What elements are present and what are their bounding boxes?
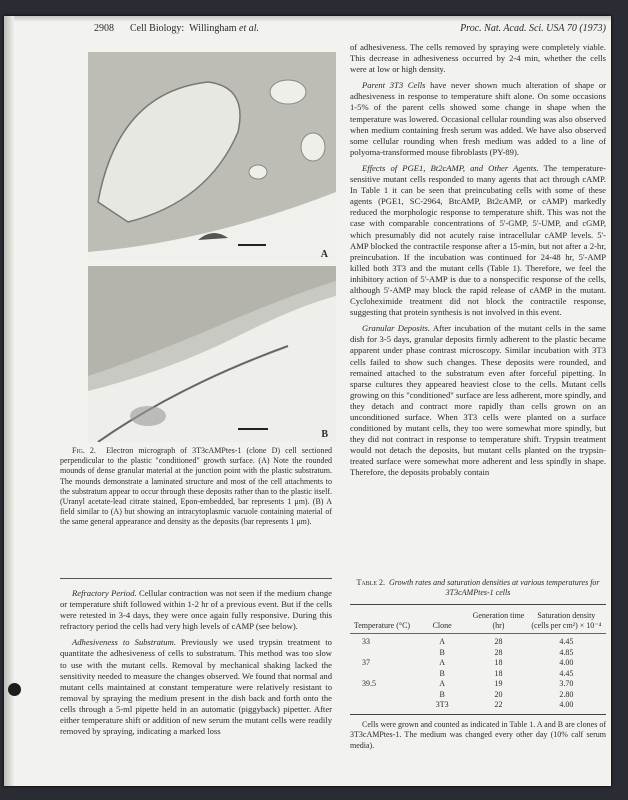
table-cell	[350, 700, 414, 714]
authors: Willingham	[189, 23, 237, 34]
paragraph-heading: Parent 3T3 Cells	[362, 80, 426, 91]
paragraph-heading: Adhesiveness to Substratum.	[72, 637, 176, 648]
paragraph	[350, 163, 606, 318]
table-cell: 3T3	[435, 700, 449, 709]
right-column	[350, 42, 606, 484]
table-cell: 28	[494, 637, 503, 646]
table-cell	[350, 669, 414, 680]
table-title: Growth rates and saturation densities at various temperatures for 3T3cAMPtes-1 cells	[389, 578, 600, 597]
table-row	[350, 690, 606, 701]
caption-divider	[60, 578, 332, 579]
authors-suffix: et al.	[239, 23, 260, 34]
table-cell: 28	[494, 647, 503, 657]
table-row	[350, 658, 606, 669]
panel-b-label: B	[321, 429, 328, 440]
table-cell	[350, 690, 414, 701]
column-header: Saturation density (cells per cm²) × 10⁻⁴	[531, 611, 602, 630]
left-column	[60, 588, 332, 742]
paragraph-heading: Effects of PGE1, Bt2cAMP, and Other Agents.	[362, 162, 539, 173]
micrograph-a-image	[88, 52, 336, 262]
table-cell: 4.85	[559, 647, 574, 657]
column-header: Temperature (°C)	[353, 621, 411, 630]
data-table	[350, 604, 606, 715]
table-cell: 37	[362, 658, 370, 667]
table-cell: 39.5	[362, 679, 376, 688]
table-row	[350, 700, 606, 714]
paragraph	[350, 42, 606, 75]
paragraph	[350, 323, 606, 478]
table-cell: 22	[494, 700, 503, 709]
table-cell: B	[439, 689, 445, 699]
micrograph-b	[88, 266, 336, 442]
paragraph-text: After incubation of the mutant cells in the same dish for 3-5 days, granular deposits firmly adherent to the plastic became apparent under phase contrast microscopy. Similar incubation with 3T3 cells failed to show such changes. These deposits were rounded, and remained attached to the substratum even after forceful pipetting. In sparse cultures they appeared heaviest close to the cells. Mutant cells growing on this "conditioned" surface are less adherent, more spindly, and they detach and contract more rapidly than cells grown on an unconditioned surface. When 3T3 cells were planted on a surface conditioned by mutant cells, they too were somewhat more spindly, but they did not contract in response to temperature shift. Trypsin treatment would not detach the deposits, but mutant cells planted on the trypsin-treated surface were somewhat more adherent and less spindly in shape. Therefore, the deposits probably contain	[350, 323, 606, 478]
paragraph-text: The temperature-sensitive mutant cells responded to many agents that act through cAMP. In Table 1 it can be seen that preincubating cells with some of these agents (PGE1, SC-2964, BtcAMP, Bt2cAMP, or cAMP) markedly reduced the morphologic response to temperature shift. This was not the case with comparable concentrations of 5'-GMP, 5'-UMP, and cGMP, which presumably did not acutely raise intracellular cAMP levels. 5'-AMP blocked the contractile response after a 15-min, but not after a 2-hr, preincubation. If the incubation was continued for 24-48 hr, 5'-AMP killed both 3T3 and the mutant cells (Table 1). Therefore, we feel the inhibitory action of 5'-AMP is due to a nonspecific response of the cells, although 5'-AMP may block the rapid release of cAMP in the mutant. Cycloheximide treatment did not block the contractile response, suggesting that protein synthesis is not involved in this event.	[350, 162, 606, 318]
paragraph-text: Previously we used trypsin treatment to quantitate the adhesiveness of cells to substratum. This method was too slow to use with the mutant cells. Removal by mechanical shaking lacked the sensitivity needed to measure the changes observed. We found that normal and mutant cells maintained at constant temperature were relatively resistant to removal by spraying the medium present in the dish back and forth onto the cells through a 5-ml pipette held in an automatic (piggyback) pipetter. After either temperature shift or addition of new serum the mutant cells were readily removed by spraying, indicating a marked loss	[60, 637, 332, 737]
paragraph	[60, 637, 332, 737]
punch-hole	[8, 683, 21, 696]
table-cell: A	[439, 658, 446, 667]
column-header: Generation time (hr)	[472, 611, 525, 630]
table-row	[350, 648, 606, 659]
page-edge	[4, 16, 611, 22]
page-edge	[4, 16, 14, 786]
panel-a-label: A	[320, 249, 328, 260]
table-cell: 33	[362, 637, 370, 646]
table-cell: 4.00	[559, 658, 574, 667]
micrograph-a	[88, 52, 336, 262]
table-cell: 18	[494, 658, 503, 667]
table-row	[350, 634, 606, 648]
table-cell: 4.00	[559, 700, 574, 709]
table-cell: B	[439, 647, 445, 657]
table-cell: A	[439, 679, 446, 688]
table-row	[350, 669, 606, 680]
paragraph	[350, 80, 606, 158]
page-number: 2908	[94, 23, 114, 34]
paragraph-text: of adhesiveness. The cells removed by spraying were completely viable. This decrease in adhesiveness occurred by 2-4 min, whether the cells were at low or high density.	[350, 42, 606, 75]
table-cell: 4.45	[559, 668, 574, 678]
table-2	[350, 578, 606, 751]
paragraph-text: have never shown much alteration of shape or adhesiveness in response to temperature shift alone. On some occasions 1-5% of the parent cells showed some change in shape when the temperature was lowered. Occasional cellular rounding was also observed when medium containing fresh serum was added. We have also observed some cellular rounding when fresh medium was added to a line of polyoma-transformed mouse fibroblasts (PY-89).	[350, 80, 606, 157]
journal-citation: Proc. Nat. Acad. Sci. USA 70 (1973)	[460, 23, 606, 34]
running-head	[130, 23, 259, 34]
paragraph	[60, 588, 332, 632]
table-cell: A	[439, 637, 446, 646]
caption-text: Electron micrograph of 3T3cAMPtes-1 (clone D) cell sectioned perpendicular to the plastic "conditioned" growth surface. (A) Note the rounded mounds of dense granular material at the junction point with the plastic substratum. The mounds demonstrate a laminated structure and most of the cell attachments to the substratum appear to occur through these deposits rather than to the plastic itself. (Uranyl acetate-lead citrate stained, Epon-embedded, bar represents 1 μm). (B) A field similar to (A) but showing an intracytoplasmic vacuole containing material of the same general appearance and density as the deposits (bar represents 1 μm).	[60, 446, 333, 527]
column-header: Clone	[432, 621, 452, 630]
paragraph-heading: Refractory Period.	[72, 588, 137, 598]
caption-lead: Fig. 2.	[72, 446, 96, 455]
table-cell: 2.80	[559, 689, 574, 699]
table-cell: 4.45	[559, 637, 574, 646]
table-header-row	[350, 605, 606, 634]
table-cell	[350, 648, 414, 659]
table-cell: B	[439, 668, 445, 678]
table-label: Table 2.	[356, 578, 386, 587]
table-cell: 18	[494, 668, 503, 678]
section-name: Cell Biology:	[130, 23, 185, 34]
table-row	[350, 679, 606, 690]
table-footnote: Cells were grown and counted as indicated in Table 1. A and B are clones of 3T3cAMPtes-1. The medium was changed every other day (10% calf serum media).	[350, 719, 606, 750]
paragraph-text: Cellular contraction was not seen if the medium change or temperature shift followed within 1-2 hr of a previous event. But if the cells were retested in 3-4 days, they were once again fully responsive. During this refractory period the cells had very high levels of cAMP (see below).	[60, 588, 332, 632]
figure-caption	[60, 446, 332, 528]
table-cell: 3.70	[559, 679, 574, 688]
table-cell: 20	[494, 689, 503, 699]
table-cell: 19	[494, 679, 503, 688]
micrograph-b-image	[88, 266, 336, 442]
paragraph-heading: Granular Deposits.	[362, 323, 431, 334]
table-caption	[350, 578, 606, 598]
